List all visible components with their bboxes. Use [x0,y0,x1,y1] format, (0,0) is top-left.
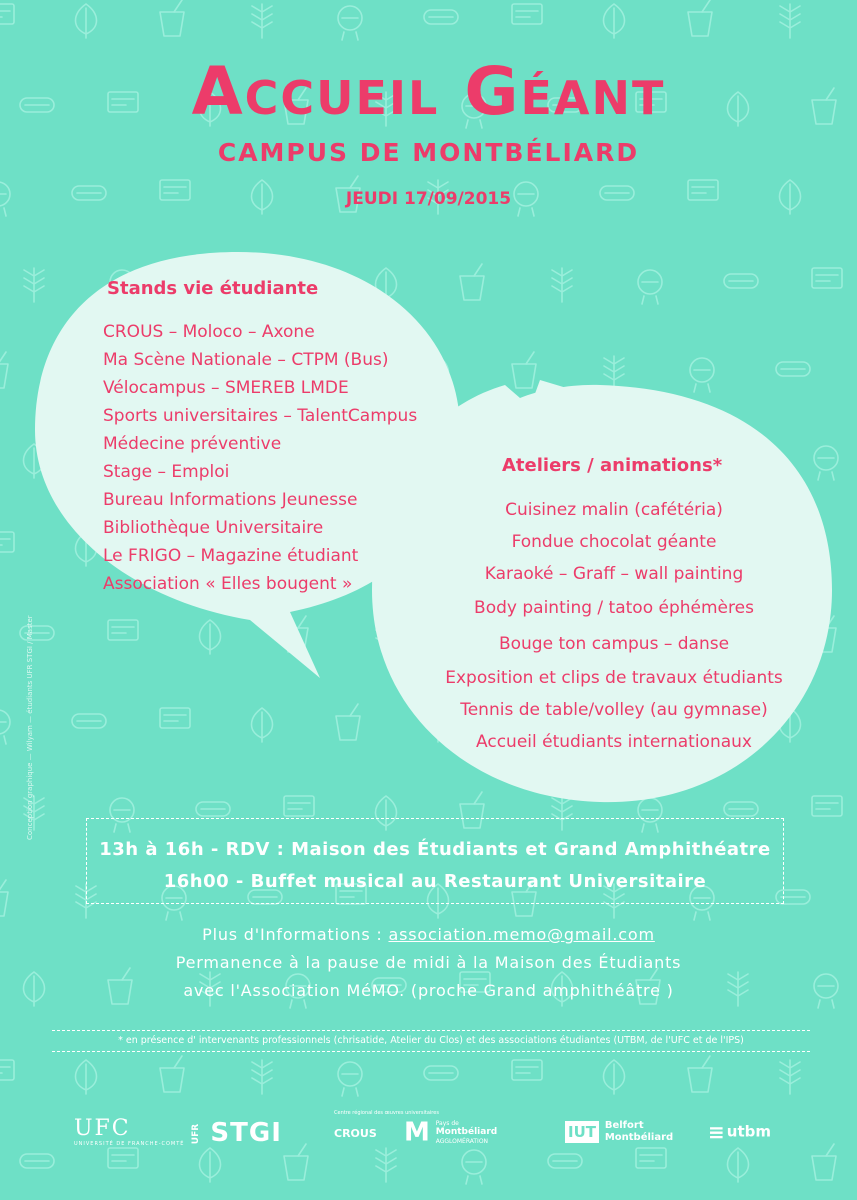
montbeliard-logo-text [436,1120,498,1145]
montbeliard-line-2: Montbéliard [435,1127,498,1137]
iut-line-2: Montbéliard [604,1132,674,1143]
crous-logo [334,1110,439,1140]
stgi-logo [186,1118,282,1148]
schedule-line-2: 16h00 - Buffet musical au Restaurant Universitaire [163,871,707,892]
schedule-box [86,818,784,904]
stand-item: Ma Scène Nationale – CTPM (Bus) [103,350,389,370]
stand-item: Bibliothèque Universitaire [103,518,324,538]
atelier-item: Body painting / tatoo éphémères [474,598,754,618]
stands-heading: Stands vie étudiante [107,278,319,299]
contact-email-link[interactable]: association.memo@gmail.com [388,925,655,944]
utbm-logo-text: utbm [726,1122,771,1141]
atelier-item: Karaoké – Graff – wall painting [484,564,744,584]
ateliers-list [394,496,834,756]
utbm-mark-icon: ≡ [708,1120,725,1144]
partner-logos [0,1110,857,1160]
footnote: * en présence d' intervenants professionnels (chrisatide, Atelier du Clos) et des associations étudiantes (UTBM, de l'UFC et de l'IPS) [52,1030,810,1052]
event-date: JEUDI 17/09/2015 [345,189,512,209]
stand-item: CROUS – Moloco – Axone [103,322,315,342]
info-prefix: Plus d'Informations : [202,925,389,944]
stand-item: Médecine préventive [103,434,282,454]
ufc-logo-text: UFC [74,1116,131,1141]
stgi-ufr-text: UFR [191,1123,202,1144]
design-credit: Conception graphique — Wilyam — étudiants UFR STGI / Master [26,615,34,840]
iut-logo [565,1120,673,1144]
iut-line-1: Belfort [604,1120,644,1131]
atelier-item: Fondue chocolat géante [511,532,717,552]
atelier-item: Cuisinez malin (cafétéria) [505,500,723,520]
ufc-logo [74,1116,184,1147]
atelier-item: Accueil étudiants internationaux [476,732,752,752]
utbm-logo [708,1120,771,1144]
poster-subtitle: CAMPUS DE MONTBÉLIARD [217,138,640,167]
atelier-item: Tennis de table/volley (au gymnase) [460,700,768,720]
poster-title: Accueil Géant [191,53,666,130]
stand-item: Sports universitaires – TalentCampus [103,406,418,426]
montbeliard-line-3: AGGLOMÉRATION [435,1138,489,1145]
crous-logo-text: CROUS [334,1127,377,1140]
schedule-line-1: 13h à 16h - RDV : Maison des Étudiants et Grand Amphithéatre [99,839,771,860]
crous-logo-top: Centre régional des œuvres universitaires [334,1110,439,1116]
montbeliard-mark: M [404,1117,428,1148]
stand-item: Association « Elles bougent » [103,574,353,594]
atelier-item: Bouge ton campus – danse [498,634,730,654]
stand-item: Stage – Emploi [103,462,230,482]
iut-logo-text [605,1120,673,1144]
info-line-3: avec l'Association MéMO. (proche Grand amphithéâtre ) [183,981,674,1000]
info-line-1 [0,925,857,944]
stand-item: Vélocampus – SMEREB LMDE [103,378,349,398]
montbeliard-line-1: Pays de [435,1120,459,1127]
montbeliard-logo [404,1117,498,1148]
iut-logo-mark: IUT [565,1121,599,1143]
info-line-2: Permanence à la pause de midi à la Maison des Étudiants [175,953,682,972]
stgi-logo-text: STGI [210,1118,282,1148]
atelier-item: Exposition et clips de travaux étudiants [445,668,783,688]
stands-list [103,318,417,598]
ateliers-heading: Ateliers / animations* [502,455,723,476]
stand-item: Le FRIGO – Magazine étudiant [103,546,359,566]
ufc-logo-subtext: UNIVERSITÉ DE FRANCHE-COMTÉ [74,1141,185,1147]
stand-item: Bureau Informations Jeunesse [103,490,358,510]
